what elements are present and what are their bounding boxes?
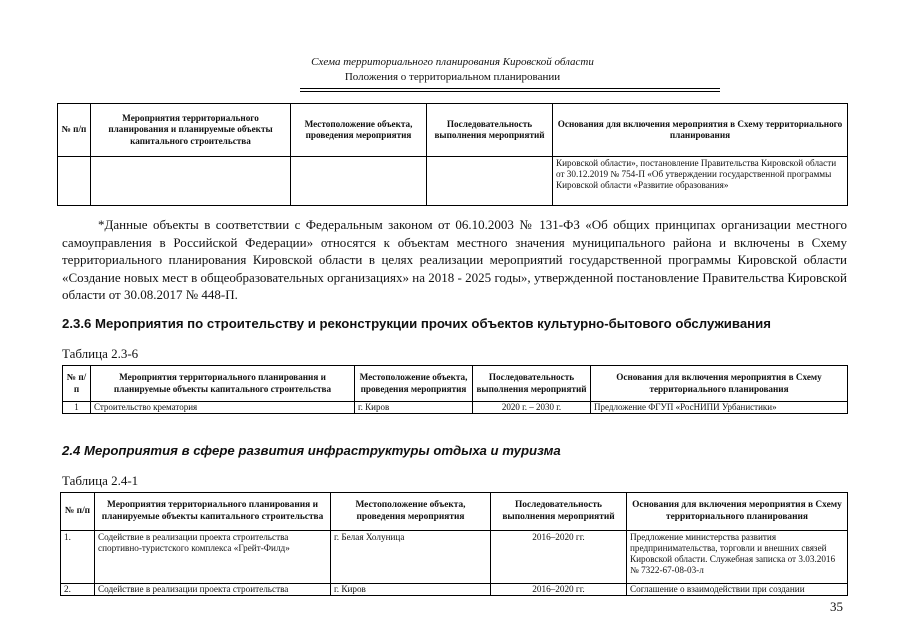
page-number: 35 xyxy=(830,599,843,614)
cell-basis: Предложение министерства развития предпринимательства, торговли и внешних связей Кировской области. Служебная записка от 3.03.2016 № 7322-67-08-03-л xyxy=(627,531,848,584)
table-2-3-6 xyxy=(62,365,848,414)
section-heading-2-3-6: 2.3.6 Мероприятия по строительству и реконструкции прочих объектов культурно-бытового обслуживания xyxy=(62,316,771,331)
header-rule xyxy=(300,88,720,89)
cell-location: г. Белая Холуница xyxy=(331,531,491,584)
table-header-row xyxy=(58,104,848,157)
table-row xyxy=(58,157,848,206)
cell-activity: Содействие в реализации проекта строительства xyxy=(95,584,331,596)
table-caption-2-4-1: Таблица 2.4-1 xyxy=(62,473,139,488)
cell-num: 1. xyxy=(61,531,95,584)
cell-location xyxy=(291,157,427,206)
col-activity: Мероприятия территориального планирования и планируемые объекты капитального строительства xyxy=(91,104,291,157)
cell-basis: Кировской области», постановление Правительства Кировской области от 30.12.2019 № 754-П «Об утверждении государственной программы Кировской области «Развитие образования» xyxy=(553,157,848,206)
col-sequence: Последовательность выполнения мероприятий xyxy=(473,366,591,402)
col-activity: Мероприятия территориального планирования и планируемые объекты капитального строительства xyxy=(91,366,355,402)
col-num: № п/п xyxy=(61,493,95,531)
table-header-row xyxy=(61,493,848,531)
cell-activity xyxy=(91,157,291,206)
running-header-title: Схема территориального планирования Кировской области xyxy=(311,56,594,68)
col-sequence: Последовательность выполнения мероприятий xyxy=(427,104,553,157)
cell-sequence xyxy=(427,157,553,206)
table-header-row xyxy=(63,366,848,402)
cell-num xyxy=(58,157,91,206)
col-location: Местоположение объекта, проведения мероприятия xyxy=(355,366,473,402)
table-caption-2-3-6: Таблица 2.3-6 xyxy=(62,346,139,361)
continued-table xyxy=(57,103,848,206)
cell-activity: Строительство крематория xyxy=(91,402,355,414)
header-rule-thin xyxy=(300,91,720,92)
col-location: Местоположение объекта, проведения мероприятия xyxy=(291,104,427,157)
cell-basis: Предложение ФГУП «РосНИПИ Урбанистики» xyxy=(591,402,848,414)
cell-sequence: 2016–2020 гг. xyxy=(491,531,627,584)
cell-sequence: 2020 г. – 2030 г. xyxy=(473,402,591,414)
col-basis: Основания для включения мероприятия в Схему территориального планирования xyxy=(553,104,848,157)
table-row xyxy=(61,531,848,584)
cell-location: г. Киров xyxy=(331,584,491,596)
cell-activity: Содействие в реализации проекта строительства спортивно-туристского комплекса «Грейт-Филд» xyxy=(95,531,331,584)
table-2-4-1 xyxy=(60,492,848,596)
col-num: № п/п xyxy=(63,366,91,402)
cell-num: 1 xyxy=(63,402,91,414)
col-num: № п/п xyxy=(58,104,91,157)
table-row xyxy=(63,402,848,414)
cell-location: г. Киров xyxy=(355,402,473,414)
footnote-paragraph: *Данные объекты в соответствии с Федеральным законом от 06.10.2003 № 131-ФЗ «Об общих принципах организации местного самоуправления в Российской Федерации» относятся к объектам местного значения муниципального района и включены в Схему территориального планирования Кировской области в целях реализации мероприятий государственной программы Кировской области «Создание новых мест в общеобразовательных организациях» на 2018 - 2025 годы», утвержденной постановление Правительства Кировской области от 30.08.2017 № 448-П. xyxy=(62,217,847,302)
col-activity: Мероприятия территориального планирования и планируемые объекты капитального строительства xyxy=(95,493,331,531)
section-heading-2-4: 2.4 Мероприятия в сфере развития инфраструктуры отдыха и туризма xyxy=(62,443,561,458)
cell-basis: Соглашение о взаимодействии при создании xyxy=(627,584,848,596)
col-sequence: Последовательность выполнения мероприятий xyxy=(491,493,627,531)
running-header-subtitle: Положения о территориальном планировании xyxy=(344,71,561,83)
col-basis: Основания для включения мероприятия в Схему территориального планирования xyxy=(627,493,848,531)
cell-num: 2. xyxy=(61,584,95,596)
col-basis: Основания для включения мероприятия в Схему территориального планирования xyxy=(591,366,848,402)
table-row xyxy=(61,584,848,596)
cell-sequence: 2016–2020 гг. xyxy=(491,584,627,596)
col-location: Местоположение объекта, проведения мероприятия xyxy=(331,493,491,531)
